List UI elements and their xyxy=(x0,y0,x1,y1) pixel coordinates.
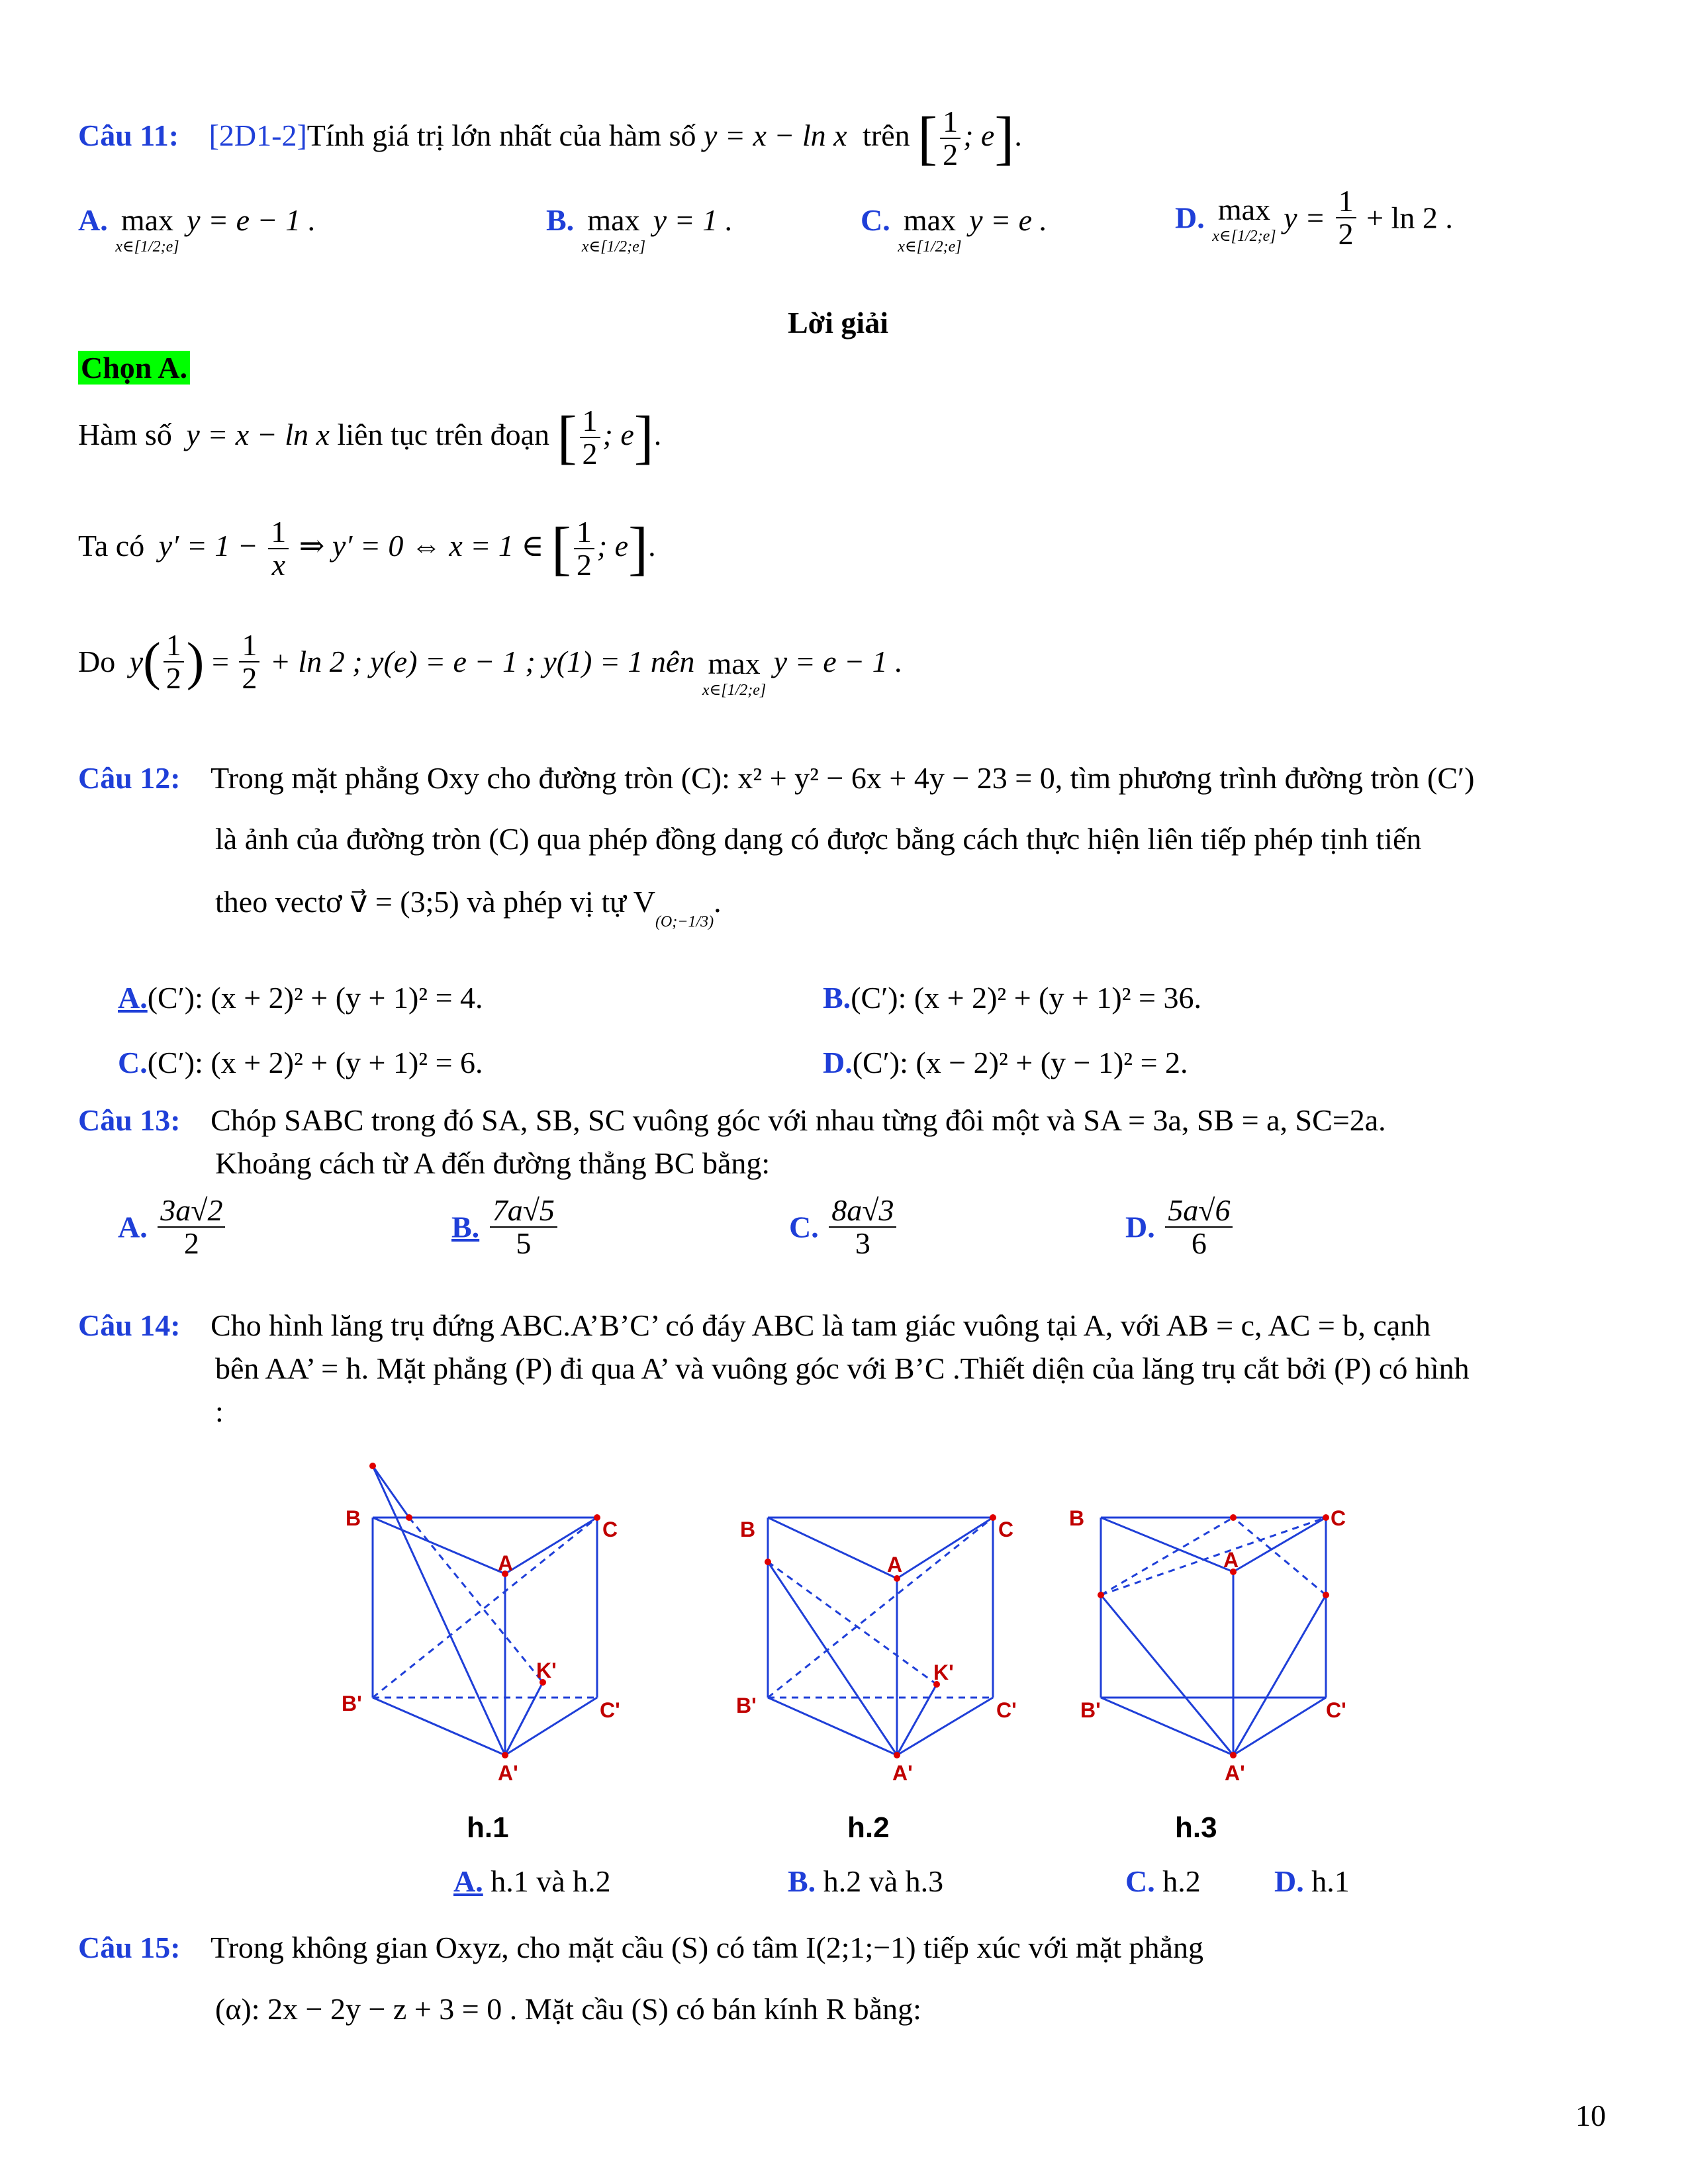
q11-text: Tính giá trị lớn nhất của hàm số xyxy=(306,118,696,152)
q12-option-c: C.(C′): (x + 2)² + (y + 1)² = 6. xyxy=(118,1046,483,1079)
q13-option-c: C. $\frac{8a√3}{3}$ xyxy=(789,1195,899,1260)
vertex-label-A: A xyxy=(498,1551,514,1575)
vertex-label-A-prime: A' xyxy=(892,1761,913,1785)
vertex-label-B-prime: B' xyxy=(1080,1698,1101,1722)
max-operator: max x∈[1/2;e] xyxy=(898,203,962,255)
vertex-label-A: A xyxy=(1223,1548,1239,1572)
q13-option-d: D. $\frac{5a√6}{6}$ xyxy=(1125,1195,1235,1260)
max-operator: max x∈[1/2;e] xyxy=(581,203,646,255)
q11-tren: trên xyxy=(863,118,910,152)
q12-line-3: theo vectơ v⃗ = (3;5) và phép vị tự $V_{(O;-1/3)}$. xyxy=(215,885,722,931)
q14-option-d: D. h.1 xyxy=(1274,1864,1350,1898)
max-operator: max x∈[1/2;e] xyxy=(1212,193,1276,246)
q11-option-b: B. max x∈[1/2;e] y = 1 . xyxy=(546,203,733,255)
q14-option-a: A. h.1 và h.2 xyxy=(453,1864,611,1898)
q15-line-1: Câu 15: Trong không gian Oxyz, cho mặt cầu (S) có tâm I(2;1;−1) tiếp xúc với mặt phẳng xyxy=(78,1931,1203,1964)
q15-line-2: (α): 2x − 2y − z + 3 = 0 . Mặt cầu (S) có bán kính R bằng: xyxy=(215,1992,921,2026)
q11-option-d: D. max x∈[1/2;e] y = $\frac{1}{2}$ + ln 2 . xyxy=(1175,184,1453,251)
caption-h2: h.2 xyxy=(847,1811,890,1844)
q13-line-1: Câu 13: Chóp SABC trong đó SA, SB, SC vuông góc với nhau từng đôi một và SA = 3a, SB = a, SC=2a. xyxy=(78,1103,1386,1137)
vertex-label-B: B xyxy=(1069,1506,1085,1530)
caption-h1: h.1 xyxy=(467,1811,509,1844)
q11-interval-fraction: $\frac{1}{2}$ xyxy=(940,106,961,171)
q14-option-c: C. h.2 xyxy=(1125,1864,1201,1898)
q12-option-a: A.(C′): (x + 2)² + (y + 1)² = 4. xyxy=(118,981,483,1015)
vertex-label-C-prime: C' xyxy=(600,1698,620,1722)
solution-line-3: Do y( $\frac{1}{2}$ ) = $\frac{1}{2}$ + ln 2 ; y(e) = e − 1 ; y(1) = 1 nên max x∈[1/2;e] y = e − 1 . xyxy=(78,627,903,699)
q13-option-b: B. $\frac{7a√5}{5}$ xyxy=(451,1195,560,1260)
vertex-label-K-prime: K' xyxy=(536,1659,557,1682)
q12-line-1: Câu 12: Trong mặt phẳng Oxy cho đường tròn (C): x² + y² − 6x + 4y − 23 = 0, tìm phương trình đường tròn (C′) xyxy=(78,761,1475,795)
q14-line-1: Câu 14: Cho hình lăng trụ đứng ABC.A’B’C’ có đáy ABC là tam giác vuông tại A, với AB = c, AC = b, cạnh xyxy=(78,1308,1431,1342)
page-number: 10 xyxy=(1575,2099,1606,2132)
q12-line-2: là ảnh của đường tròn (C) qua phép đồng dạng có được bằng cách thực hiện liên tiếp phép tịnh tiến xyxy=(215,822,1422,856)
vertex-label-C: C xyxy=(602,1518,618,1541)
bracket-left: [ xyxy=(917,105,938,171)
bracket-right: ] xyxy=(994,105,1015,171)
caption-h3: h.3 xyxy=(1175,1811,1217,1844)
q11-tag: [2D1-2] xyxy=(209,118,307,152)
vertex-label-B-prime: B' xyxy=(342,1692,362,1715)
figure-h1 xyxy=(373,1466,597,1755)
vertex-labels xyxy=(342,1506,1346,1785)
vertex-label-B: B xyxy=(346,1506,361,1530)
vertex-label-B: B xyxy=(740,1518,756,1541)
figure-h3 xyxy=(1101,1518,1326,1755)
max-operator: max x∈[1/2;e] xyxy=(115,203,179,255)
q11-func: y = x − ln x xyxy=(703,118,847,152)
solution-line-1: Hàm số y = x − ln x liên tục trên đoạn [ $\frac{1}{2}$ ; e]. xyxy=(78,404,662,471)
vertex-label-A: A xyxy=(887,1553,903,1576)
vertex-label-K-prime: K' xyxy=(933,1661,954,1684)
vertex-label-C-prime: C' xyxy=(1326,1698,1346,1722)
solution-heading: Lời giải xyxy=(788,306,888,340)
q12-option-b: B.(C′): (x + 2)² + (y + 1)² = 36. xyxy=(823,981,1201,1015)
q11-label: Câu 11: xyxy=(78,118,179,152)
vertex-label-C: C xyxy=(998,1518,1014,1541)
vertex-label-C: C xyxy=(1331,1506,1346,1530)
q14-option-b: B. h.2 và h.3 xyxy=(788,1864,944,1898)
vertex-label-A-prime: A' xyxy=(498,1761,518,1785)
q11-option-a: A. max x∈[1/2;e] y = e − 1 . xyxy=(78,203,316,255)
chosen-answer: Chọn A. xyxy=(78,349,190,387)
figure-h2 xyxy=(768,1518,993,1755)
q11-line: Câu 11: [2D1-2]Tính giá trị lớn nhất của hàm số y = x − ln x trên [ $\frac{1}{2}$ ; e]. xyxy=(78,105,1022,172)
max-operator: max x∈[1/2;e] xyxy=(702,647,767,699)
q11-option-c: C. max x∈[1/2;e] y = e . xyxy=(861,203,1048,255)
q14-line-2: bên AA’ = h. Mặt phẳng (P) đi qua A’ và vuông góc với B’C .Thiết diện của lăng trụ cắt bởi (P) có hình xyxy=(215,1351,1470,1385)
vertex-label-A-prime: A' xyxy=(1225,1761,1245,1785)
q14-line-3: : xyxy=(215,1394,224,1428)
solution-line-2: Ta có y′ = 1 − $\frac{1}{x}$ ⇒ y′ = 0 ⇔ x = 1 ∈ [ $\frac{1}{2}$ ; e]. xyxy=(78,515,656,582)
q12-option-d: D.(C′): (x − 2)² + (y − 1)² = 2. xyxy=(823,1046,1188,1079)
q13-line-2: Khoảng cách từ A đến đường thẳng BC bằng: xyxy=(215,1146,771,1180)
q13-option-a: A. $\frac{3a√2}{2}$ xyxy=(118,1195,228,1260)
vertex-label-B-prime: B' xyxy=(736,1694,757,1717)
vertex-label-C-prime: C' xyxy=(996,1698,1017,1722)
